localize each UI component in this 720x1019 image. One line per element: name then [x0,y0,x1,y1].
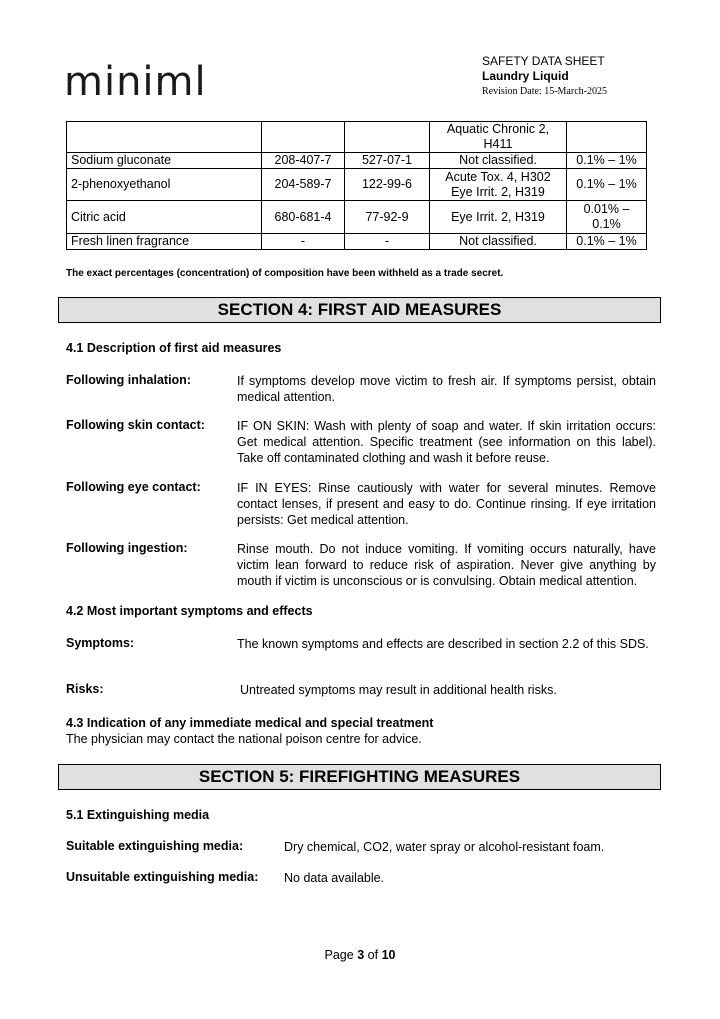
table-cell: Fresh linen fragrance [67,234,262,250]
ingestion-text: Rinse mouth. Do not induce vomiting. If vomiting occurs naturally, have victim lean forward to reduce risk of aspiration. Never give anything by mouth if victim is unconscious or is convulsing. Obtain medical attention. [237,542,656,588]
ingestion-label: Following ingestion: [66,541,188,555]
table-cell: Sodium gluconate [67,153,262,169]
table-cell: 0.1% – 1% [567,153,647,169]
symptoms-label: Symptoms: [66,636,135,650]
table-cell: Eye Irrit. 2, H319 [430,201,567,234]
table-cell: Aquatic Chronic 2, H411 [430,122,567,153]
suitable-media-text: Dry chemical, CO2, water spray or alcohol-resistant foam. [284,840,605,854]
table-cell: 122-99-6 [345,169,430,201]
document-type: SAFETY DATA SHEET [482,54,605,68]
eye-contact-text: IF IN EYES: Rinse cautiously with water for several minutes. Remove contact lenses, if present and easy to do. Continue rinsing. If eye irritation persists: Get medical attention. [237,481,656,527]
unsuitable-media-text: No data available. [284,871,385,885]
table-cell [262,122,345,153]
trade-secret-note: The exact percentages (concentration) of composition have been withheld as a trade secret. [66,268,504,279]
risks-text: Untreated symptoms may result in additional health risks. [240,683,557,697]
table-cell: 0.1% – 1% [567,234,647,250]
table-cell: 0.1% – 1% [567,169,647,201]
table-cell: - [262,234,345,250]
table-cell: 0.01% – 0.1% [567,201,647,234]
table-cell: 527-07-1 [345,153,430,169]
revision-date: Revision Date: 15-March-2025 [482,86,607,97]
table-cell: - [345,234,430,250]
table-cell: 204-589-7 [262,169,345,201]
table-cell: Not classified. [430,153,567,169]
inhalation-label: Following inhalation: [66,373,191,387]
subsection-4-1-heading: 4.1 Description of first aid measures [66,341,282,355]
table-cell: 77-92-9 [345,201,430,234]
product-name: Laundry Liquid [482,69,569,83]
subsection-4-3-heading: 4.3 Indication of any immediate medical and special treatment [66,716,434,730]
table-cell: 2-phenoxyethanol [67,169,262,201]
suitable-media-label: Suitable extinguishing media: [66,839,244,853]
symptoms-text: The known symptoms and effects are described in section 2.2 of this SDS. [237,637,649,651]
page-number: 3 [357,948,365,962]
table-cell: Citric acid [67,201,262,234]
document-header [482,54,682,99]
page-of: of [367,948,379,962]
page-total: 10 [381,948,396,962]
eye-contact-label: Following eye contact: [66,480,201,494]
table-cell [67,122,262,153]
unsuitable-media-label: Unsuitable extinguishing media: [66,870,259,884]
table-row [67,201,647,234]
subsection-4-3-text: The physician may contact the national poison centre for advice. [66,732,422,746]
table-cell: Acute Tox. 4, H302 Eye Irrit. 2, H319 [430,169,567,201]
table-row [67,122,647,153]
table-cell [567,122,647,153]
table-cell: 680-681-4 [262,201,345,234]
inhalation-text: If symptoms develop move victim to fresh air. If symptoms persist, obtain medical attention. [237,374,656,404]
table-cell: Not classified. [430,234,567,250]
table-row [67,153,647,169]
table-cell: 208-407-7 [262,153,345,169]
page-footer [0,948,720,962]
section-5-heading: SECTION 5: FIREFIGHTING MEASURES [58,764,661,790]
page-prefix: Page [324,948,354,962]
subsection-4-2-heading: 4.2 Most important symptoms and effects [66,604,313,618]
table-row [67,169,647,201]
skin-contact-label: Following skin contact: [66,418,205,432]
brand-logo: miniml [64,59,207,105]
composition-table [66,121,647,250]
table-row [67,234,647,250]
subsection-5-1-heading: 5.1 Extinguishing media [66,808,210,822]
skin-contact-text: IF ON SKIN: Wash with plenty of soap and water. If skin irritation occurs: Get medical attention. Specific treatment (see information on this label). Take off contaminated clothing and wash it before reuse. [237,419,656,465]
risks-label: Risks: [66,682,104,696]
section-4-heading: SECTION 4: FIRST AID MEASURES [58,297,661,323]
table-cell [345,122,430,153]
